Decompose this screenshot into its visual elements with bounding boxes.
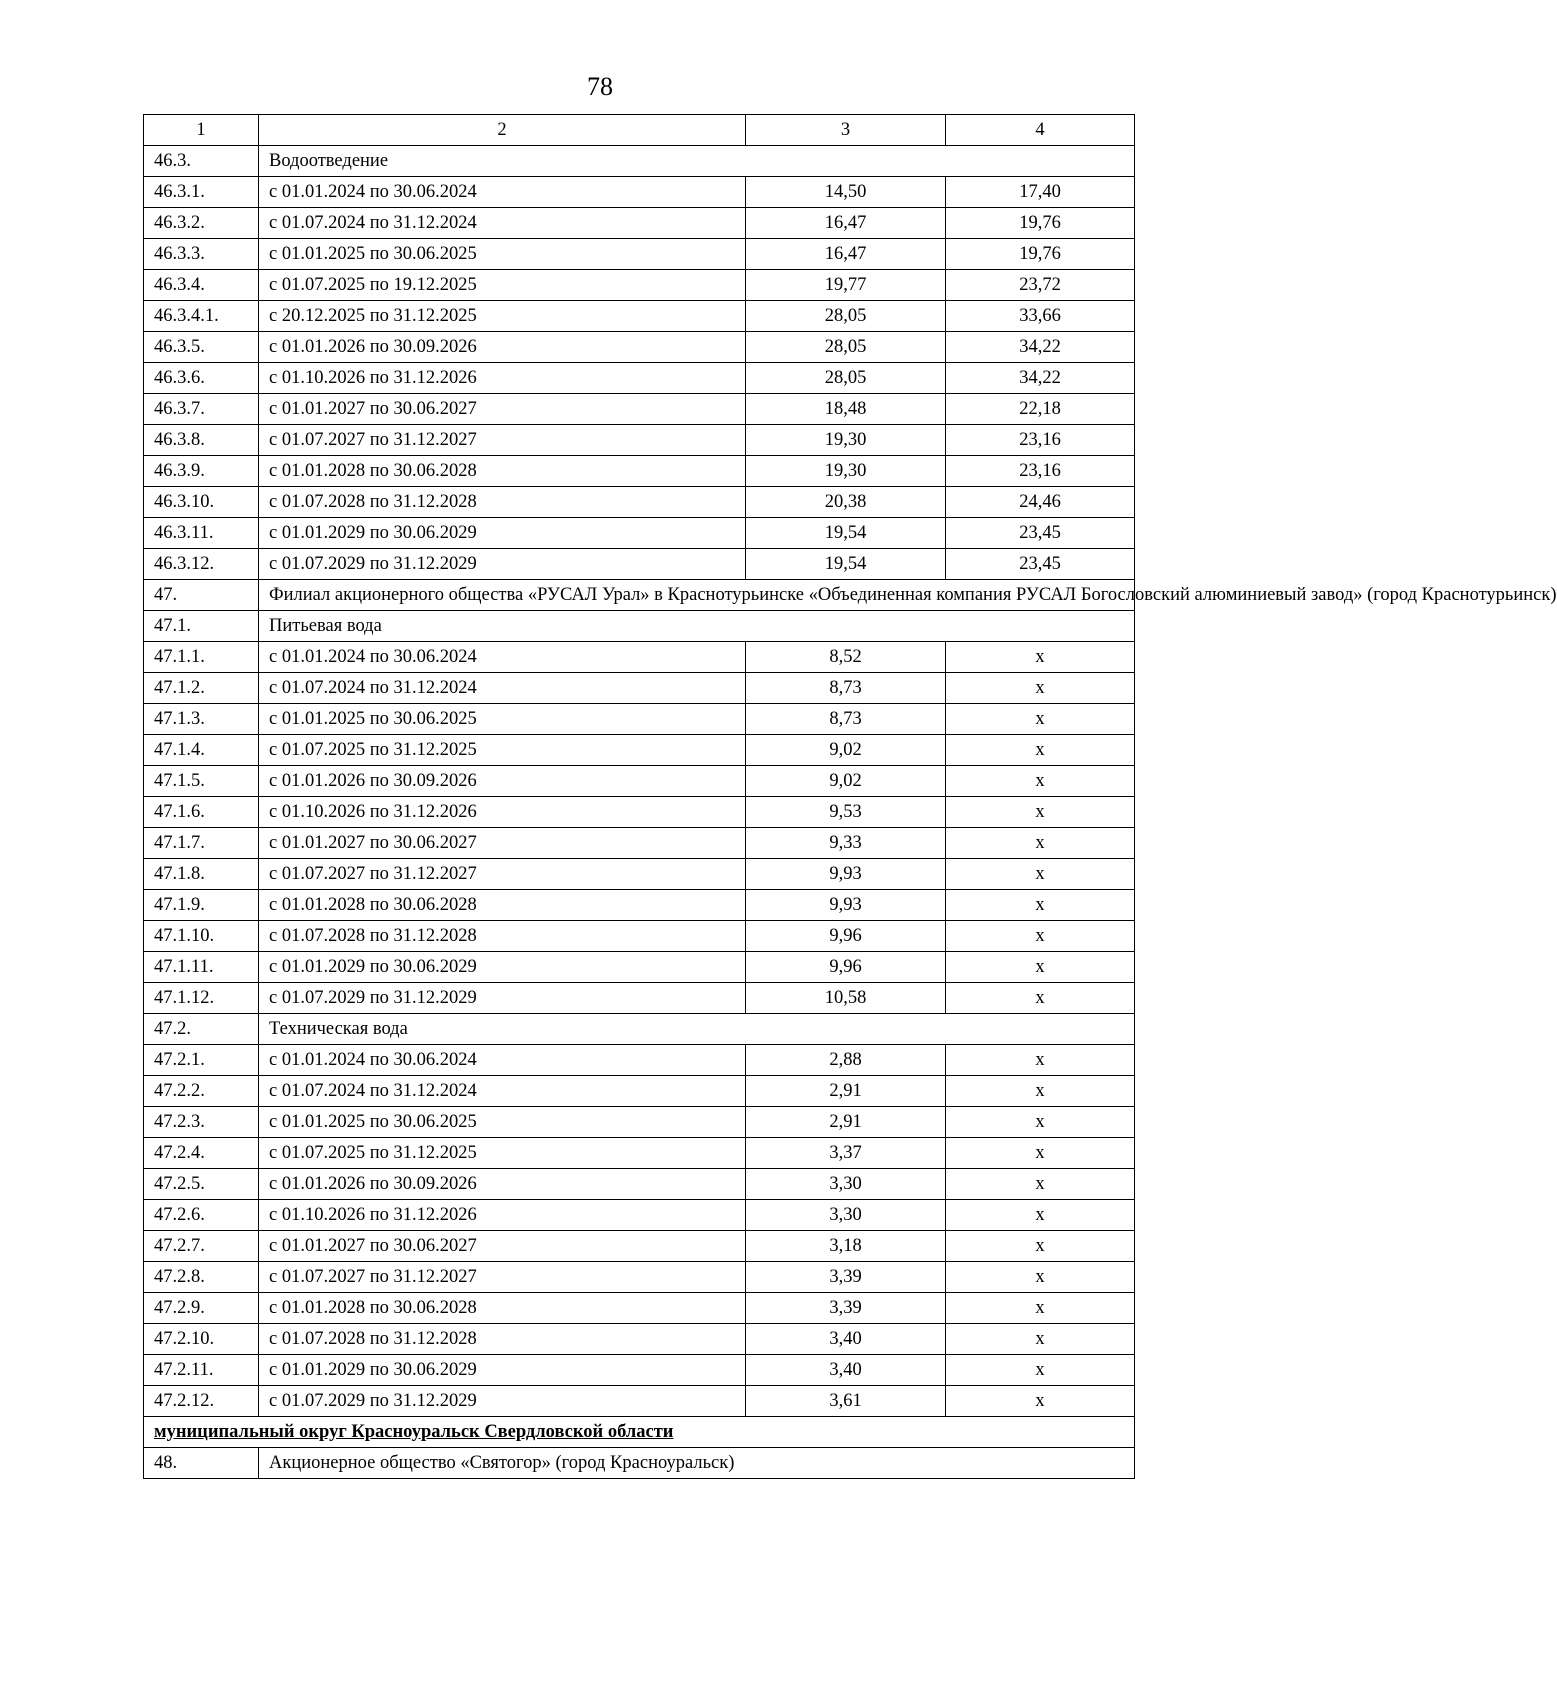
period-cell: с 01.01.2027 по 30.06.2027	[259, 394, 746, 425]
row-number-cell: 47.1.8.	[144, 859, 259, 890]
value-cell-col3: 3,18	[746, 1231, 946, 1262]
table-row	[144, 239, 1135, 270]
value-cell-col3: 8,73	[746, 673, 946, 704]
value-cell-col3: 8,52	[746, 642, 946, 673]
table-row	[144, 952, 1135, 983]
value-cell-col3: 9,93	[746, 890, 946, 921]
table-row	[144, 1169, 1135, 1200]
row-number-cell: 47.2.6.	[144, 1200, 259, 1231]
row-number-cell: 47.1.4.	[144, 735, 259, 766]
table-row	[144, 363, 1135, 394]
period-cell: с 01.01.2029 по 30.06.2029	[259, 1355, 746, 1386]
table-row	[144, 859, 1135, 890]
value-cell-col4: 19,76	[946, 208, 1135, 239]
value-cell-col4: 23,16	[946, 456, 1135, 487]
period-cell: с 01.01.2025 по 30.06.2025	[259, 1107, 746, 1138]
row-number-cell: 46.3.	[144, 146, 259, 177]
region-row	[144, 1417, 1135, 1448]
period-cell: с 01.07.2028 по 31.12.2028	[259, 487, 746, 518]
period-cell: с 01.01.2029 по 30.06.2029	[259, 518, 746, 549]
value-cell-col3: 3,37	[746, 1138, 946, 1169]
value-cell-col4: х	[946, 1045, 1135, 1076]
value-cell-col4: 17,40	[946, 177, 1135, 208]
value-cell-col3: 3,39	[746, 1262, 946, 1293]
value-cell-col4: х	[946, 1386, 1135, 1417]
value-cell-col3: 9,96	[746, 921, 946, 952]
table-row	[144, 1231, 1135, 1262]
table-row	[144, 208, 1135, 239]
row-number-cell: 46.3.10.	[144, 487, 259, 518]
period-cell: с 01.07.2029 по 31.12.2029	[259, 549, 746, 580]
header-cell-3: 3	[746, 115, 946, 146]
table-row	[144, 301, 1135, 332]
table-row	[144, 1262, 1135, 1293]
row-number-cell: 47.2.8.	[144, 1262, 259, 1293]
value-cell-col3: 3,39	[746, 1293, 946, 1324]
period-cell: с 01.10.2026 по 31.12.2026	[259, 1200, 746, 1231]
period-cell: с 01.01.2026 по 30.09.2026	[259, 332, 746, 363]
row-number-cell: 47.2.	[144, 1014, 259, 1045]
period-cell: с 01.07.2024 по 31.12.2024	[259, 673, 746, 704]
period-cell: с 01.01.2029 по 30.06.2029	[259, 952, 746, 983]
value-cell-col4: 23,16	[946, 425, 1135, 456]
organization-title-cell: Филиал акционерного общества «РУСАЛ Урал» в Краснотурьинске «Объединенная компания РУСАЛ Богословский алюминиевый завод» (город Краснотурьинск)	[259, 580, 1135, 611]
value-cell-col4: х	[946, 1076, 1135, 1107]
value-cell-col3: 9,02	[746, 735, 946, 766]
table-row	[144, 270, 1135, 301]
section-title-cell: Водоотведение	[259, 146, 1135, 177]
row-number-cell: 47.2.5.	[144, 1169, 259, 1200]
value-cell-col3: 3,40	[746, 1324, 946, 1355]
period-cell: с 01.07.2028 по 31.12.2028	[259, 921, 746, 952]
value-cell-col4: 23,72	[946, 270, 1135, 301]
row-number-cell: 47.1.11.	[144, 952, 259, 983]
value-cell-col4: 34,22	[946, 363, 1135, 394]
page-number: 78	[587, 72, 613, 101]
value-cell-col4: х	[946, 766, 1135, 797]
value-cell-col4: х	[946, 704, 1135, 735]
row-number-cell: 47.2.10.	[144, 1324, 259, 1355]
period-cell: с 01.07.2028 по 31.12.2028	[259, 1324, 746, 1355]
value-cell-col3: 9,96	[746, 952, 946, 983]
value-cell-col4: 34,22	[946, 332, 1135, 363]
value-cell-col3: 16,47	[746, 208, 946, 239]
value-cell-col3: 8,73	[746, 704, 946, 735]
section-row	[144, 1448, 1135, 1479]
value-cell-col4: 19,76	[946, 239, 1135, 270]
period-cell: с 01.10.2026 по 31.12.2026	[259, 363, 746, 394]
section-title-cell: Питьевая вода	[259, 611, 1135, 642]
region-title-cell: муниципальный округ Красноуральск Свердловской области	[144, 1417, 1135, 1448]
table-row	[144, 487, 1135, 518]
row-number-cell: 46.3.6.	[144, 363, 259, 394]
section-row	[144, 1014, 1135, 1045]
row-number-cell: 46.3.7.	[144, 394, 259, 425]
value-cell-col4: х	[946, 1324, 1135, 1355]
period-cell: с 01.07.2027 по 31.12.2027	[259, 425, 746, 456]
period-cell: с 01.07.2027 по 31.12.2027	[259, 859, 746, 890]
value-cell-col4: 33,66	[946, 301, 1135, 332]
table-row	[144, 549, 1135, 580]
value-cell-col4: 24,46	[946, 487, 1135, 518]
row-number-cell: 46.3.4.1.	[144, 301, 259, 332]
period-cell: с 01.01.2025 по 30.06.2025	[259, 704, 746, 735]
table-row	[144, 1386, 1135, 1417]
row-number-cell: 46.3.8.	[144, 425, 259, 456]
row-number-cell: 47.2.12.	[144, 1386, 259, 1417]
period-cell: с 01.01.2027 по 30.06.2027	[259, 828, 746, 859]
value-cell-col4: 23,45	[946, 518, 1135, 549]
row-number-cell: 47.1.12.	[144, 983, 259, 1014]
row-number-cell: 46.3.5.	[144, 332, 259, 363]
row-number-cell: 47.2.11.	[144, 1355, 259, 1386]
row-number-cell: 47.2.7.	[144, 1231, 259, 1262]
period-cell: с 01.01.2024 по 30.06.2024	[259, 642, 746, 673]
row-number-cell: 47.2.3.	[144, 1107, 259, 1138]
row-number-cell: 47.1.3.	[144, 704, 259, 735]
period-cell: с 01.01.2026 по 30.09.2026	[259, 766, 746, 797]
table-row	[144, 921, 1135, 952]
table-row	[144, 766, 1135, 797]
table-row	[144, 1045, 1135, 1076]
value-cell-col3: 3,40	[746, 1355, 946, 1386]
table-row	[144, 1076, 1135, 1107]
table-row	[144, 518, 1135, 549]
value-cell-col4: х	[946, 859, 1135, 890]
period-cell: с 01.01.2024 по 30.06.2024	[259, 1045, 746, 1076]
period-cell: с 01.10.2026 по 31.12.2026	[259, 797, 746, 828]
period-cell: с 01.01.2026 по 30.09.2026	[259, 1169, 746, 1200]
value-cell-col3: 3,61	[746, 1386, 946, 1417]
table-row	[144, 890, 1135, 921]
value-cell-col3: 14,50	[746, 177, 946, 208]
row-number-cell: 47.2.2.	[144, 1076, 259, 1107]
row-number-cell: 46.3.2.	[144, 208, 259, 239]
period-cell: с 01.01.2025 по 30.06.2025	[259, 239, 746, 270]
period-cell: с 01.01.2027 по 30.06.2027	[259, 1231, 746, 1262]
period-cell: с 01.07.2029 по 31.12.2029	[259, 983, 746, 1014]
row-number-cell: 47.2.4.	[144, 1138, 259, 1169]
section-row	[144, 611, 1135, 642]
value-cell-col3: 3,30	[746, 1169, 946, 1200]
value-cell-col3: 19,54	[746, 518, 946, 549]
value-cell-col3: 2,91	[746, 1107, 946, 1138]
value-cell-col3: 18,48	[746, 394, 946, 425]
row-number-cell: 47.1.10.	[144, 921, 259, 952]
row-number-cell: 47.1.	[144, 611, 259, 642]
organization-row	[144, 580, 1135, 611]
table-row	[144, 1324, 1135, 1355]
row-number-cell: 47.1.2.	[144, 673, 259, 704]
value-cell-col3: 9,93	[746, 859, 946, 890]
row-number-cell: 47.	[144, 580, 259, 611]
period-cell: с 01.01.2028 по 30.06.2028	[259, 890, 746, 921]
row-number-cell: 46.3.3.	[144, 239, 259, 270]
row-number-cell: 46.3.1.	[144, 177, 259, 208]
value-cell-col3: 19,30	[746, 425, 946, 456]
value-cell-col4: х	[946, 1262, 1135, 1293]
header-row	[144, 115, 1135, 146]
table-row	[144, 642, 1135, 673]
value-cell-col4: х	[946, 1107, 1135, 1138]
section-row	[144, 146, 1135, 177]
row-number-cell: 47.1.9.	[144, 890, 259, 921]
value-cell-col4: х	[946, 1355, 1135, 1386]
table-row	[144, 735, 1135, 766]
table-row	[144, 704, 1135, 735]
value-cell-col3: 19,54	[746, 549, 946, 580]
value-cell-col4: х	[946, 983, 1135, 1014]
tariff-table	[143, 114, 1557, 1479]
row-number-cell: 46.3.11.	[144, 518, 259, 549]
row-number-cell: 47.1.6.	[144, 797, 259, 828]
header-cell-1: 1	[144, 115, 259, 146]
value-cell-col4: 23,45	[946, 549, 1135, 580]
table-row	[144, 983, 1135, 1014]
table-row	[144, 1107, 1135, 1138]
value-cell-col4: х	[946, 828, 1135, 859]
period-cell: с 01.07.2025 по 19.12.2025	[259, 270, 746, 301]
value-cell-col3: 2,88	[746, 1045, 946, 1076]
value-cell-col4: х	[946, 1200, 1135, 1231]
value-cell-col4: х	[946, 1169, 1135, 1200]
period-cell: с 01.01.2028 по 30.06.2028	[259, 1293, 746, 1324]
value-cell-col3: 19,30	[746, 456, 946, 487]
row-number-cell: 48.	[144, 1448, 259, 1479]
value-cell-col4: х	[946, 1293, 1135, 1324]
value-cell-col3: 16,47	[746, 239, 946, 270]
period-cell: с 01.07.2029 по 31.12.2029	[259, 1386, 746, 1417]
row-number-cell: 47.2.9.	[144, 1293, 259, 1324]
value-cell-col4: х	[946, 1231, 1135, 1262]
row-number-cell: 46.3.4.	[144, 270, 259, 301]
period-cell: с 20.12.2025 по 31.12.2025	[259, 301, 746, 332]
row-number-cell: 47.1.7.	[144, 828, 259, 859]
table-row	[144, 332, 1135, 363]
table-row	[144, 1293, 1135, 1324]
header-cell-4: 4	[946, 115, 1135, 146]
value-cell-col4: х	[946, 797, 1135, 828]
section-title-cell: Техническая вода	[259, 1014, 1135, 1045]
value-cell-col4: х	[946, 735, 1135, 766]
value-cell-col4: х	[946, 673, 1135, 704]
table-row	[144, 797, 1135, 828]
value-cell-col3: 28,05	[746, 301, 946, 332]
table-body	[144, 146, 1557, 1479]
value-cell-col3: 9,33	[746, 828, 946, 859]
period-cell: с 01.01.2028 по 30.06.2028	[259, 456, 746, 487]
value-cell-col4: х	[946, 890, 1135, 921]
value-cell-col4: х	[946, 921, 1135, 952]
value-cell-col4: 22,18	[946, 394, 1135, 425]
value-cell-col3: 28,05	[746, 363, 946, 394]
table-row	[144, 394, 1135, 425]
value-cell-col3: 10,58	[746, 983, 946, 1014]
table-row	[144, 673, 1135, 704]
header-cell-2: 2	[259, 115, 746, 146]
value-cell-col3: 3,30	[746, 1200, 946, 1231]
period-cell: с 01.01.2024 по 30.06.2024	[259, 177, 746, 208]
table-row	[144, 456, 1135, 487]
value-cell-col4: х	[946, 642, 1135, 673]
section-title-cell: Акционерное общество «Святогор» (город Красноуральск)	[259, 1448, 1135, 1479]
value-cell-col3: 9,02	[746, 766, 946, 797]
table-row	[144, 1355, 1135, 1386]
period-cell: с 01.07.2025 по 31.12.2025	[259, 1138, 746, 1169]
row-number-cell: 46.3.12.	[144, 549, 259, 580]
table-row	[144, 425, 1135, 456]
table-row	[144, 177, 1135, 208]
period-cell: с 01.07.2024 по 31.12.2024	[259, 1076, 746, 1107]
value-cell-col3: 19,77	[746, 270, 946, 301]
value-cell-col4: х	[946, 1138, 1135, 1169]
row-number-cell: 47.2.1.	[144, 1045, 259, 1076]
period-cell: с 01.07.2024 по 31.12.2024	[259, 208, 746, 239]
table-row	[144, 1200, 1135, 1231]
value-cell-col3: 9,53	[746, 797, 946, 828]
row-number-cell: 46.3.9.	[144, 456, 259, 487]
value-cell-col4: х	[946, 952, 1135, 983]
value-cell-col3: 2,91	[746, 1076, 946, 1107]
period-cell: с 01.07.2025 по 31.12.2025	[259, 735, 746, 766]
period-cell: с 01.07.2027 по 31.12.2027	[259, 1262, 746, 1293]
table-row	[144, 828, 1135, 859]
value-cell-col3: 20,38	[746, 487, 946, 518]
table-row	[144, 1138, 1135, 1169]
row-number-cell: 47.1.5.	[144, 766, 259, 797]
row-number-cell: 47.1.1.	[144, 642, 259, 673]
value-cell-col3: 28,05	[746, 332, 946, 363]
